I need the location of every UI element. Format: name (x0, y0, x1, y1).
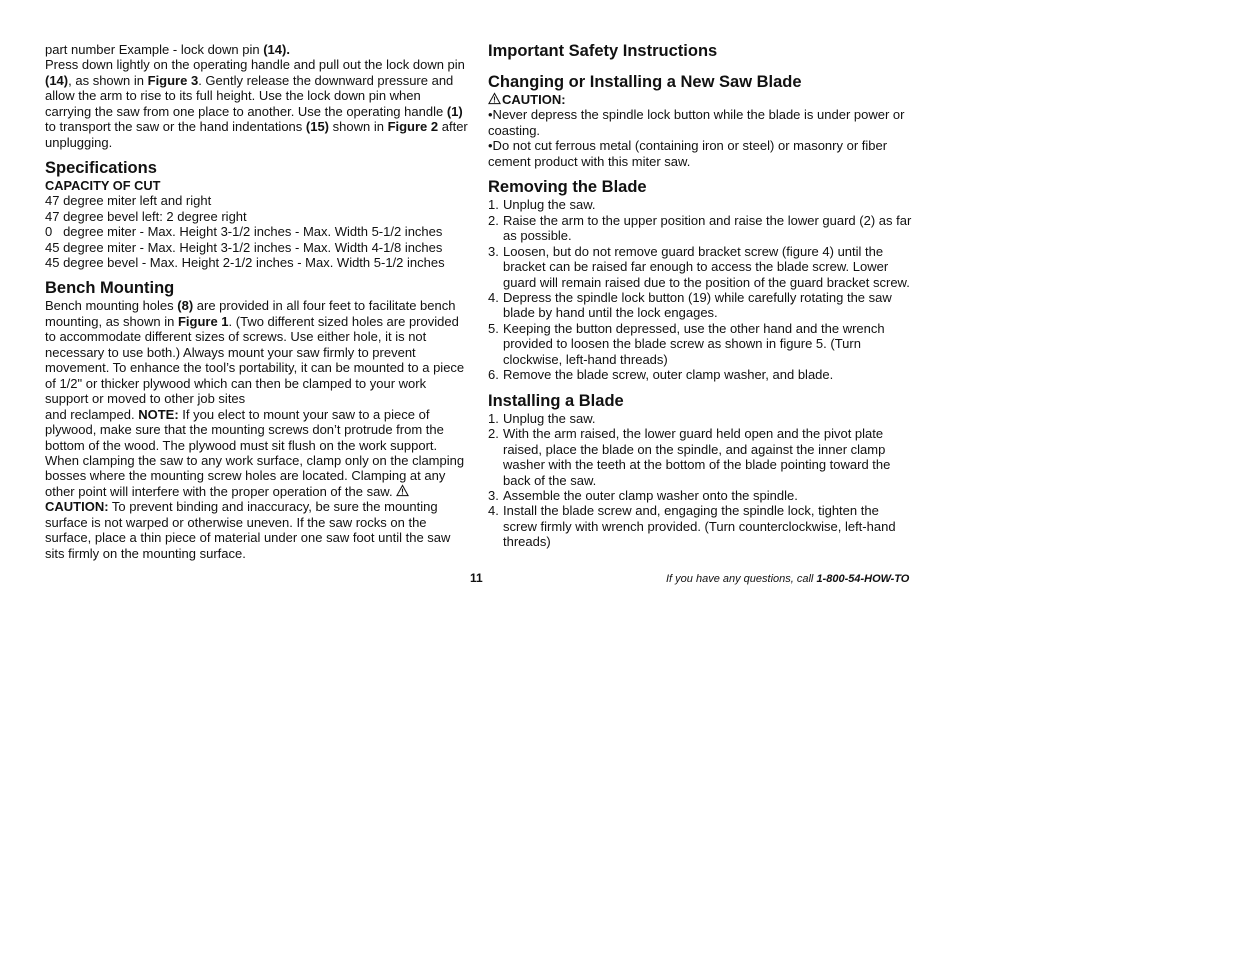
bench-mounting-paragraph-1: Bench mounting holes (8) are provided in all four feet to facilitate bench mounting, as shown in Figure 1. (Two different sized holes are provided to accommodate different sizes of screws. Use either hole, it is not necessary to use both.) Always mount your saw firmly to prevent movement. To enhance the tool’s portability, it can be mounted to a piece of 1/2" or thicker plywood which can then be clamped to your work support or moved to other job sites (45, 298, 465, 407)
warning-triangle-icon (488, 92, 501, 105)
list-item: 2. With the arm raised, the lower guard held open and the pivot plate raised, place the blade on the spindle, and against the inner clamp washer with the teeth at the bottom of the blade pointing toward the back of the saw. (488, 426, 891, 488)
right-column (488, 42, 912, 550)
spec-line: 47 degree miter left and right (45, 193, 212, 209)
caution-line (488, 92, 912, 107)
specifications-heading: Specifications (45, 159, 157, 178)
spec-line: 47 degree bevel left: 2 degree right (45, 208, 247, 224)
help-line: If you have any questions, call 1-800-54-HOW-TO (666, 573, 910, 585)
list-item: 4. Install the blade screw and, engaging the spindle lock, tighten the screw firmly with wrench provided. (Turn counterclockwise, left-hand threads) (488, 503, 896, 550)
spec-line: 45 degree bevel - Max. Height 2-1/2 inches - Max. Width 5-1/2 inches (45, 254, 445, 270)
capacity-subheading: CAPACITY OF CUT (45, 178, 161, 194)
left-column (45, 42, 468, 561)
spec-line: 0 degree miter - Max. Height 3-1/2 inches - Max. Width 5-1/2 inches (45, 224, 443, 240)
list-item: 2. Raise the arm to the upper position and raise the lower guard (2) as far as possible. (488, 212, 912, 244)
safety-heading: Important Safety Instructions (488, 42, 718, 60)
warning-triangle-icon (396, 484, 409, 497)
installing-steps-list (488, 411, 912, 550)
intro-ref: (14). (263, 42, 290, 57)
lock-pin-paragraph: Press down lightly on the operating handle and pull out the lock down pin (14), as shown in Figure 3. Gently release the downward pressure and allow the arm to rise to its full height. Use the lock down pin when carrying the saw from one place to another. Use the operating handle (1) to transport the saw or the hand indentations (15) shown in Figure 2 after unplugging. (45, 57, 468, 150)
spec-line: 45 degree miter - Max. Height 3-1/2 inches - Max. Width 4-1/8 inches (45, 239, 443, 255)
phone-number: 1-800-54-HOW-TO (816, 573, 910, 585)
removing-steps-list (488, 197, 912, 382)
installing-blade-heading: Installing a Blade (488, 391, 624, 410)
list-item: 1. Unplug the saw. (488, 410, 596, 426)
list-item: 3. Assemble the outer clamp washer onto the spindle. (488, 487, 798, 503)
caution-bullet: •Never depress the spindle lock button while the blade is under power or coasting. (488, 107, 905, 138)
bench-mounting-paragraph-2: and reclamped. NOTE: If you elect to mount your saw to a piece of plywood, make sure that the mounting screws don’t protrude from the bottom of the wood. The plywood must sit flush on the work support. When clamping the saw to any work surface, clamp only on the clamping bosses where the mounting screw holes are located. Clamping at any other point will interfere with the proper operation of the saw. CAUTION: To prevent binding and inaccuracy, be sure the mounting surface is not warped or otherwise uneven. If the saw rocks on the surface, place a thin piece of material under one saw foot until the saw sits firmly on the mounting surface. (45, 406, 465, 561)
list-item: 1. Unplug the saw. (488, 197, 596, 213)
caution-label: CAUTION: (502, 92, 566, 107)
intro-text: part number Example - lock down pin (45, 42, 264, 57)
caution-label: CAUTION: (45, 499, 109, 515)
spec-list (45, 193, 468, 270)
removing-blade-heading: Removing the Blade (488, 178, 647, 197)
list-item: 5. Keeping the button depressed, use the other hand and the wrench provided to loosen the blade screw as shown in figure 5. (Turn clockwise, left-hand threads) (488, 320, 885, 367)
list-item: 4. Depress the spindle lock button (19) while carefully rotating the saw blade by hand until the lock engages. (488, 289, 892, 321)
list-item: 3. Loosen, but do not remove guard bracket screw (figure 4) until the bracket can be raised far enough to access the blade screw. Lower guard will remain raised due to the position of the guard bracket screw. (488, 243, 910, 290)
caution-bullet: •Do not cut ferrous metal (containing iron or steel) or masonry or fiber cement product with this miter saw. (488, 138, 888, 169)
list-item: 6. Remove the blade screw, outer clamp washer, and blade. (488, 367, 834, 383)
bench-mounting-heading: Bench Mounting (45, 279, 175, 298)
page-number: 11 (470, 571, 483, 585)
changing-blade-heading: Changing or Installing a New Saw Blade (488, 73, 802, 91)
intro-line (45, 42, 468, 57)
